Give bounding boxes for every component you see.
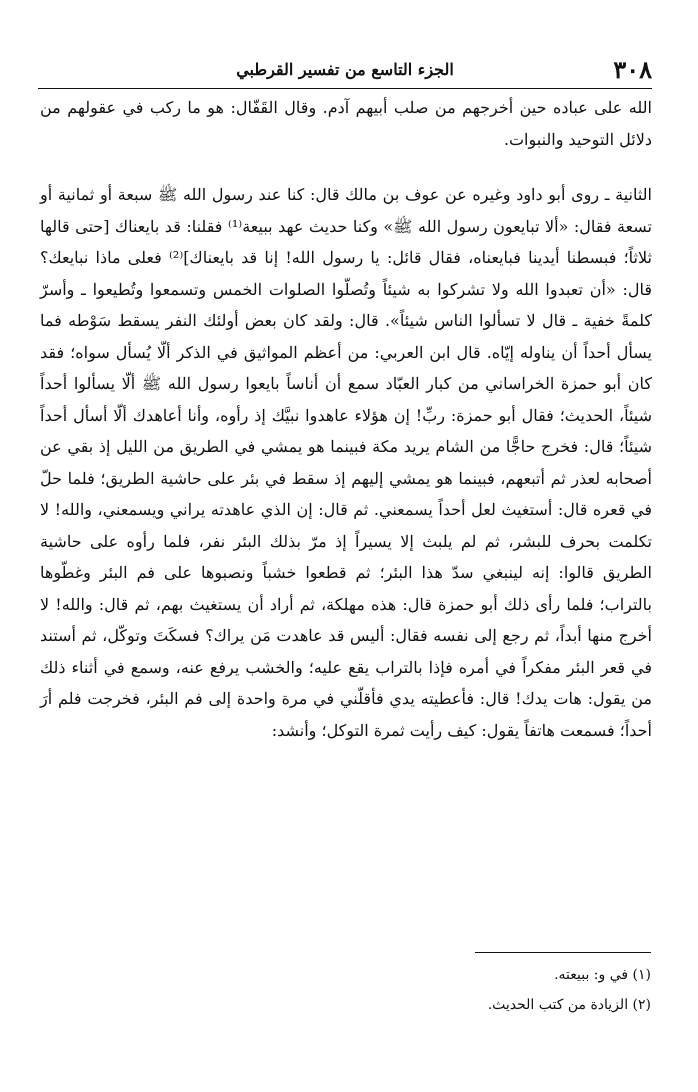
footnote-rule xyxy=(475,952,651,953)
running-title: الجزء التاسع من تفسير القرطبي xyxy=(236,60,454,79)
footnote-1: (١) في و: ببيعته. xyxy=(554,967,651,983)
header-rule xyxy=(38,88,652,89)
paragraph-second-issue: الثانية ـ روى أبو داود وغيره عن عوف بن مالك قال: كنا عند رسول الله ﷺ سبعة أو ثمانية أو تسعة فقال: «ألا تبايعون رسول الله ﷺ» وكنا حديث عهد ببيعة⁽¹⁾ فقلنا: قد بايعناك [حتى قالها ثلاثاً؛ فبسطنا أيدينا فبايعناه، فقال قائل: يا رسول الله! إنا قد بايعناك]⁽²⁾ فعلى ماذا نبايعك؟ قال: «أن تعبدوا الله ولا تشركوا به شيئاً وتُصلّوا الصلوات الخمس وتسمعوا وتُطيعوا ـ وأسرّ كلمةً خفية ـ قال لا تسألوا الناس شيئاً». قال: ولقد كان بعض أولئك النفر يسقط سَوْطه فما يسأل أحداً أن يناوله إيّاه. قال ابن العربي: من أعظم المواثيق في الذكر ألّا يُسأل سواه؛ فقد كان أبو حمزة الخراساني من كبار العبّاد سمع أن أناساً بايعوا رسول الله ﷺ ألّا يسألوا أحداً شيئاً، الحديث؛ فقال أبو حمزة: ربِّ! إن هؤلاء عاهدوا نبيَّك إذ رأوه، وأنا أعاهدك ألّا أسأل أحداً شيئاً؛ قال: فخرج حاجًّا من الشام يريد مكة فبينما هو يمشي في الطريق من الليل إذ بقي عن أصحابه لعذر ثم أتبعهم، فبينما هو يمشي إليهم إذ سقط في بئر على حاشية الطريق؛ فلما حلّ في قعره قال: أستغيث لعل أحداً يسمعني. ثم قال: إن الذي عاهدته يراني ويسمعني، والله! لا تكلمت بحرف للبشر، ثم لم يلبث إلا يسيراً إذ مرّ بذلك البئر نفر، فلما رأوه على حاشية الطريق قالوا: إنه لينبغي سدّ هذا البئر؛ ثم قطعوا خشباً ونصبوها على فم البئر وغطّوها بالتراب؛ فلما رأى ذلك أبو حمزة قال: هذه مهلكة، ثم أراد أن يستغيث بهم، ثم قال: والله! لا أخرج منها أبداً، ثم رجع إلى نفسه فقال: أليس قد عاهدت مَن يراك؟ فسكَتَ وتوكّل، ثم أستند في قعر البئر مفكراً في أمره فإذا بالتراب يقع عليه؛ والخشب يرفع عنه، وسمع في أثناء ذلك من يقول: هات يدك! قال: فأعطيته يدي فأقلّني في مرة واحدة إلى فم البئر، فخرجت فلم أرَ أحداً؛ فسمعت هاتفاً يقول: كيف رأيت ثمرة التوكل؛ وأنشد: xyxy=(40,185,653,740)
page-number: ٣٠٨ xyxy=(613,55,652,84)
footnote-2: (٢) الزيادة من كتب الحديث. xyxy=(487,997,651,1013)
main-text xyxy=(40,92,652,746)
footnotes xyxy=(251,960,651,1020)
paragraph-continuation: الله على عباده حين أخرجهم من صلب أبيهم آدم. وقال القَفّال: هو ما ركب في عقولهم من دلائل التوحيد والنبوات. xyxy=(40,98,652,149)
paragraph-gap xyxy=(40,155,652,179)
running-header xyxy=(38,55,652,85)
